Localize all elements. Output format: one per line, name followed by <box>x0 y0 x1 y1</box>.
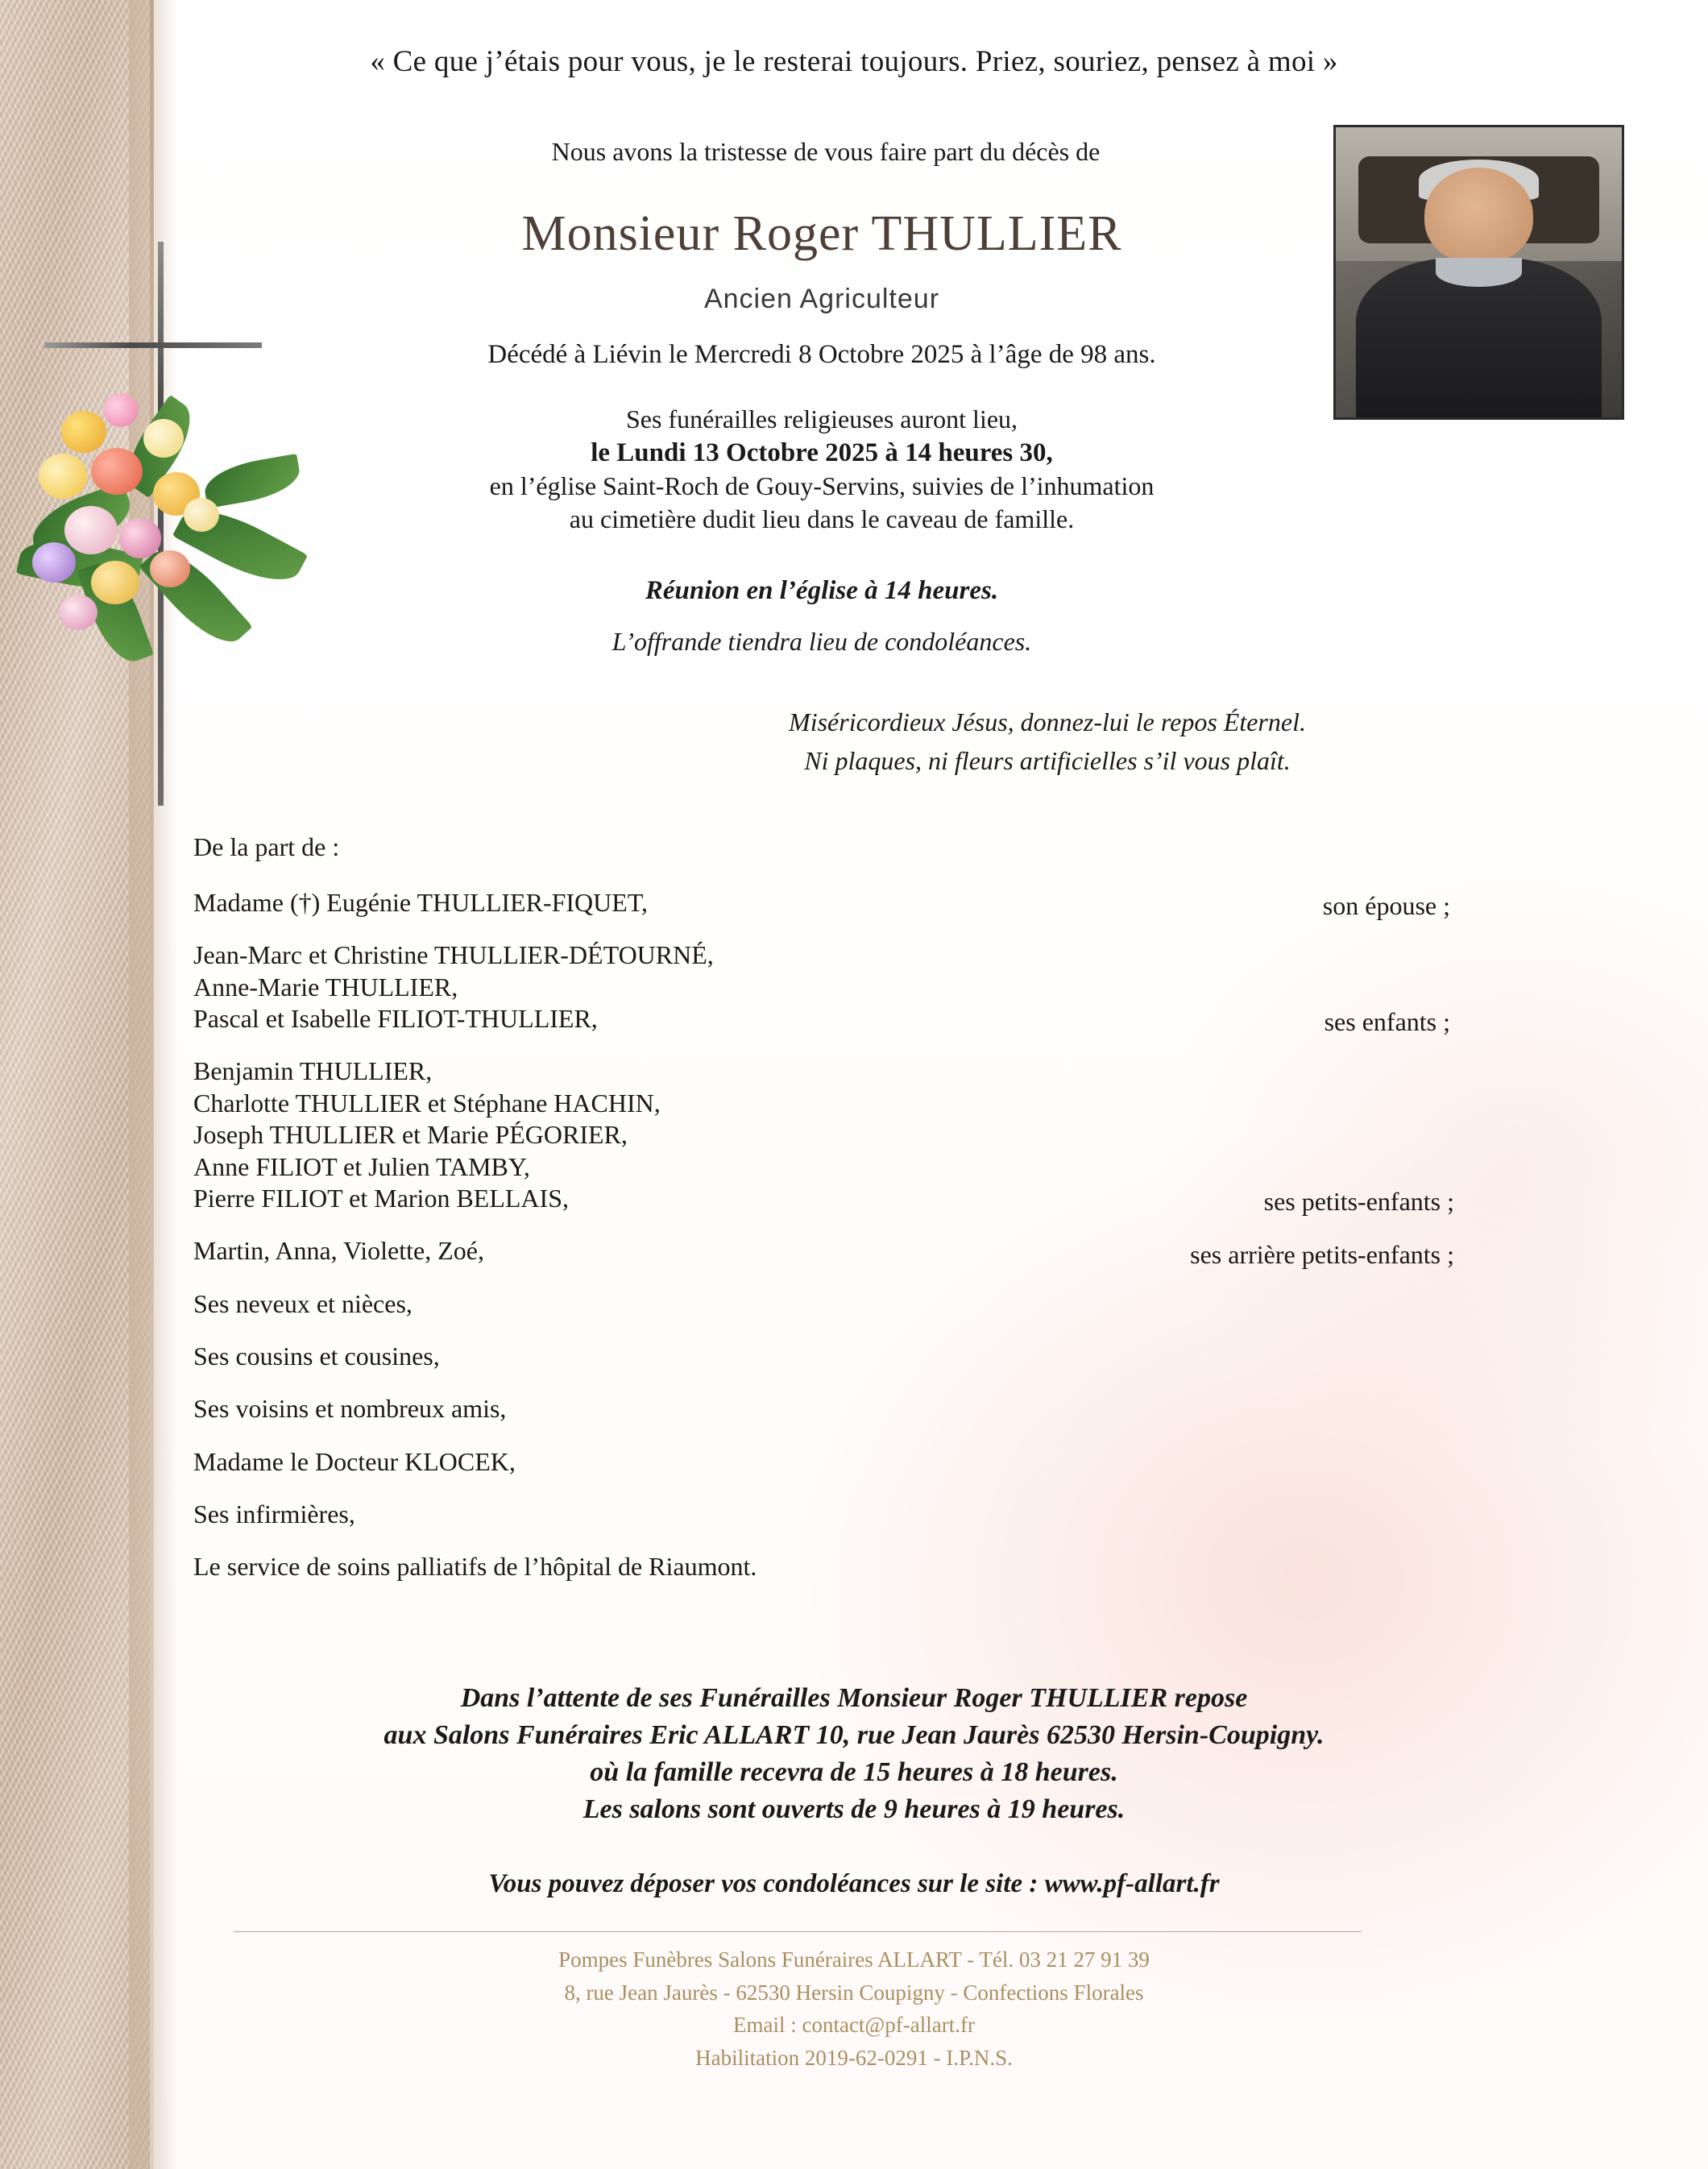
death-details: Décédé à Liévin le Mercredi 8 Octobre 2025 à l’âge de 98 ans. <box>487 340 1156 369</box>
funeral-details <box>306 403 1337 536</box>
footer-divider <box>234 1931 1362 1932</box>
family-member: Madame (†) Eugénie THULLIER-FIQUET, <box>193 888 648 917</box>
family-relation: ses enfants ; <box>1324 1007 1450 1037</box>
repose-line-4: Les salons sont ouverts de 9 heures à 19 heures. <box>582 1794 1126 1824</box>
repose-info <box>193 1680 1515 1828</box>
condolences-website-note[interactable]: Vous pouvez déposer vos condoléances sur le site : www.pf-allart.fr <box>488 1869 1220 1898</box>
family-group <box>193 939 1458 1035</box>
cross-icon-horizontal <box>44 342 262 348</box>
family-group <box>193 887 1458 919</box>
deceased-portrait-photo <box>1333 125 1624 420</box>
footer-line-4: Habilitation 2019-62-0291 - I.P.N.S. <box>695 2045 1013 2070</box>
family-list <box>193 834 1458 1604</box>
marble-border-decoration <box>0 0 153 2169</box>
family-group <box>193 1055 1458 1217</box>
prayer-line-1: Miséricordieux Jésus, donnez-lui le repos Éternel. <box>789 707 1306 736</box>
memorial-quote: « Ce que j’étais pour vous, je le resterai toujours. Priez, souriez, pensez à moi » <box>370 45 1338 78</box>
funeral-line-3: en l’église Saint-Roch de Gouy-Servins, suivies de l’inhumation <box>489 471 1155 501</box>
family-group <box>193 1551 1458 1582</box>
repose-line-2: aux Salons Funéraires Eric ALLART 10, rue Jean Jaurès 62530 Hersin-Coupigny. <box>383 1719 1325 1750</box>
family-member: Martin, Anna, Violette, Zoé, <box>193 1236 484 1266</box>
family-member: Charlotte THULLIER et Stéphane HACHIN, <box>193 1088 661 1118</box>
family-member: Ses neveux et nièces, <box>193 1288 412 1318</box>
announcement-text: Nous avons la tristesse de vous faire part du décès de <box>551 137 1101 166</box>
funeral-line-2: le Lundi 13 Octobre 2025 à 14 heures 30, <box>591 438 1053 467</box>
family-member: Joseph THULLIER et Marie PÉGORIER, <box>193 1120 628 1150</box>
funeral-line-1: Ses funérailles religieuses auront lieu, <box>625 404 1018 433</box>
family-member: Jean-Marc et Christine THULLIER-DÉTOURNÉ, <box>193 940 714 970</box>
repose-line-3: où la famille recevra de 15 heures à 18 heures. <box>590 1756 1118 1787</box>
family-group <box>193 1446 1458 1478</box>
family-group <box>193 1235 1458 1267</box>
family-member: Benjamin THULLIER, <box>193 1056 433 1086</box>
family-group <box>193 1393 1458 1425</box>
deceased-name: Monsieur Roger THULLIER <box>521 206 1122 261</box>
family-member: Anne-Marie THULLIER, <box>193 972 458 1002</box>
flower-bouquet-icon <box>15 377 345 675</box>
family-member: Anne FILIOT et Julien TAMBY, <box>193 1151 530 1181</box>
reunion-note: Réunion en l’église à 14 heures. <box>645 576 999 605</box>
deceased-occupation: Ancien Agriculteur <box>703 284 940 314</box>
family-group <box>193 1341 1458 1372</box>
family-relation: ses arrière petits-enfants ; <box>1190 1239 1454 1269</box>
funeral-home-footer <box>193 1943 1515 2074</box>
funeral-line-4: au cimetière dudit lieu dans le caveau de famille. <box>569 504 1075 534</box>
footer-line-2: 8, rue Jean Jaurès - 62530 Hersin Coupigny - Confections Florales <box>564 1980 1144 2005</box>
family-member: Pierre FILIOT et Marion BELLAIS, <box>193 1183 569 1213</box>
family-member: Le service de soins palliatifs de l’hôpital de Riaumont. <box>193 1552 757 1582</box>
footer-line-3: Email : contact@pf-allart.fr <box>733 2013 975 2037</box>
offering-note: L’offrande tiendra lieu de condoléances. <box>611 627 1032 656</box>
family-member: Ses cousins et cousines, <box>193 1341 440 1371</box>
family-member: Ses voisins et nombreux amis, <box>193 1394 507 1424</box>
prayer-text <box>516 703 1579 780</box>
family-group <box>193 1288 1458 1320</box>
family-group <box>193 1499 1458 1530</box>
family-member: Madame le Docteur KLOCEK, <box>193 1446 516 1476</box>
repose-line-1: Dans l’attente de ses Funérailles Monsieur Roger THULLIER repose <box>460 1683 1248 1713</box>
family-member: Ses infirmières, <box>193 1499 355 1529</box>
marble-border-edge <box>150 0 154 2169</box>
family-member: Pascal et Isabelle FILIOT-THULLIER, <box>193 1004 598 1034</box>
family-relation: son épouse ; <box>1322 891 1450 921</box>
family-heading: De la part de : <box>193 832 340 861</box>
prayer-line-2: Ni plaques, ni fleurs artificielles s’il vous plaît. <box>804 746 1291 775</box>
family-relation: ses petits-enfants ; <box>1263 1187 1454 1217</box>
footer-line-1: Pompes Funèbres Salons Funéraires ALLART - Tél. 03 21 27 91 39 <box>558 1947 1150 1972</box>
